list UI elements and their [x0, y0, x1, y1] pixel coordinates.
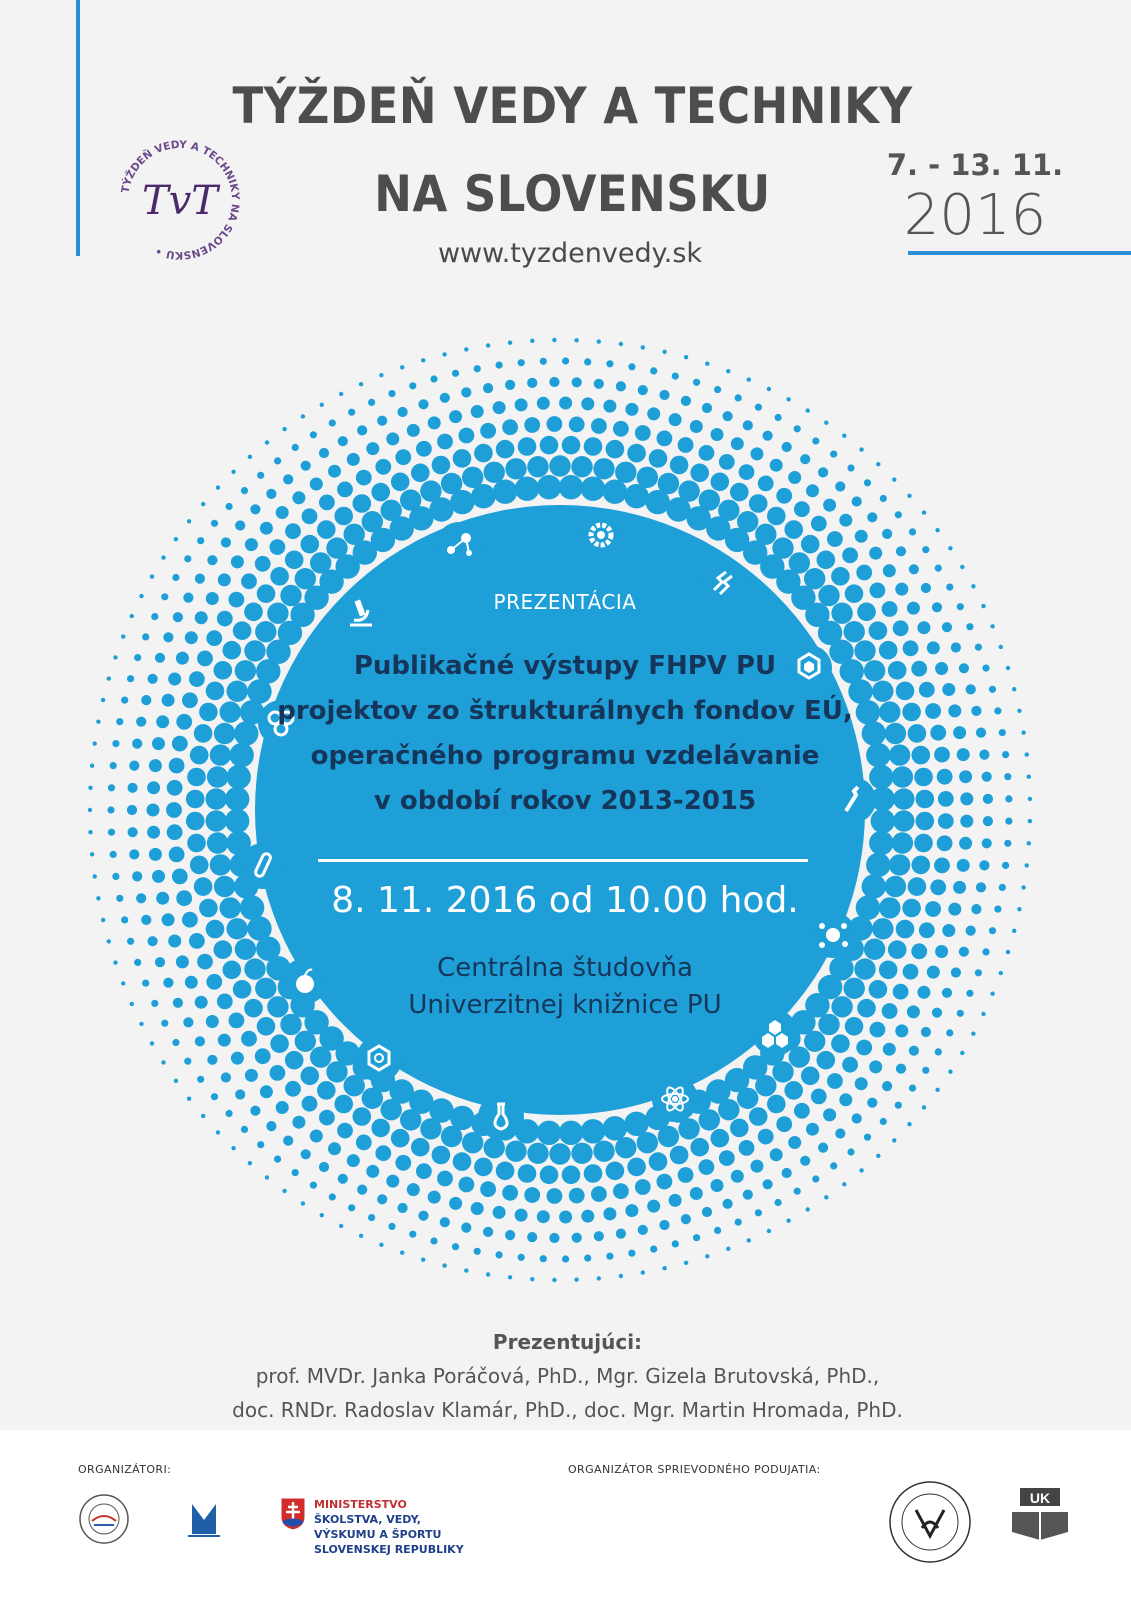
event-location: Centrálna študovňa Univerzitnej knižnice PU: [408, 953, 722, 1020]
gear-icon: [578, 512, 624, 558]
university-library-logo: [1006, 1478, 1074, 1562]
divider: [318, 859, 808, 862]
molecule-icon: [436, 522, 482, 568]
side-organizer-label: ORGANIZÁTOR SPRIEVODNÉHO PODUJATIA:: [568, 1463, 821, 1476]
event-info: [255, 590, 875, 824]
svg-text:TÝŽDEŇ VEDY A TECHNIKY NA SLOV: TÝŽDEŇ VEDY A TECHNIKY NA SLOVENSKU •: [119, 138, 242, 262]
organizers-label: ORGANIZÁTORI:: [78, 1463, 172, 1476]
event-datetime: 8. 11. 2016 od 10.00 hod.: [331, 880, 799, 921]
slovak-coat-of-arms-icon: [280, 1497, 306, 1535]
atom-icon: [652, 1076, 698, 1122]
svg-text:TvT: TvT: [142, 178, 218, 224]
university-seal-logo: [78, 1493, 130, 1549]
event-dates: 7. - 13. 11.: [886, 148, 1064, 182]
event-year: 2016: [903, 183, 1047, 248]
svg-text:UK: UK: [1029, 1490, 1051, 1506]
event-topic: Publikačné výstupy FHPV PU projektov zo štrukturálnych fondov EÚ, operačného programu vzdelávanie v období rokov 2013-2015: [277, 651, 853, 816]
page-title: TÝŽDEŇ VEDY A TECHNIKY NA SLOVENSKU: [232, 77, 913, 223]
ministry-logo-text: MINISTERSTVO ŠKOLSTVA, VEDY, VÝSKUMU A ŠPORTU SLOVENSKEJ REPUBLIKY: [314, 1498, 464, 1556]
website-url[interactable]: www.tyzdenvedy.sk: [437, 238, 703, 269]
faculty-seal-logo: [888, 1480, 972, 1568]
organization-emblem-logo: [178, 1498, 228, 1550]
benzene-icon: [356, 1036, 402, 1082]
event-kind: PREZENTÁCIA: [493, 590, 637, 614]
flask-icon: [478, 1094, 524, 1140]
presenters: Prezentujúci: prof. MVDr. Janka Poráčová, PhD., Mgr. Gizela Brutovská, PhD., doc. RNDr. Radoslav Klamár, PhD., doc. Mgr. Martin Hromada, PhD.: [232, 1330, 903, 1422]
